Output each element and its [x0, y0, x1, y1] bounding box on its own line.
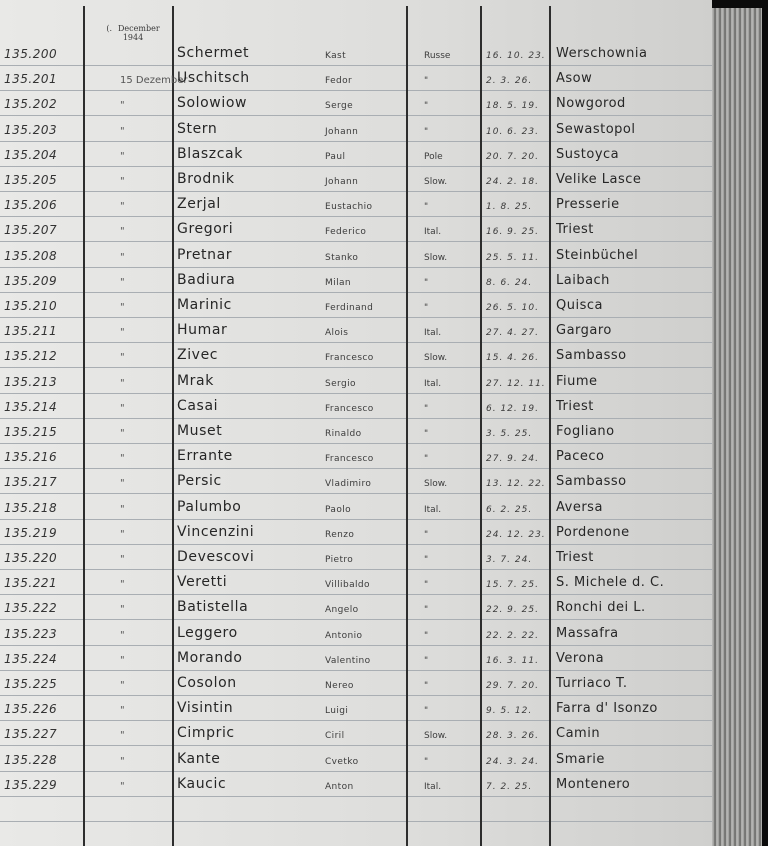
- table-row: [0, 368, 712, 393]
- register-number: 135.219: [4, 526, 58, 540]
- birth-place: Sambasso: [556, 348, 627, 363]
- birth-date: 24. 3. 24.: [486, 757, 539, 767]
- birth-date: 16. 9. 25.: [486, 227, 539, 237]
- last-name: Marinic: [177, 297, 232, 313]
- register-number: 135.215: [4, 425, 58, 439]
- birth-place: Smarie: [556, 752, 605, 767]
- nationality: ": [424, 202, 429, 212]
- birth-date: 1. 8. 25.: [486, 202, 533, 212]
- register-number: 135.218: [4, 501, 58, 515]
- entry-date: ": [120, 705, 125, 716]
- nationality: Slow.: [424, 479, 448, 489]
- first-name: Paolo: [325, 505, 352, 515]
- birth-place: Ronchi dei L.: [556, 600, 646, 615]
- nationality: Ital.: [424, 379, 442, 389]
- last-name: Muset: [177, 423, 223, 439]
- table-row: [0, 40, 712, 65]
- last-name: Badiura: [177, 272, 236, 288]
- birth-place: Camin: [556, 726, 601, 741]
- last-name: Pretnar: [177, 247, 233, 263]
- first-name: Sergio: [325, 379, 356, 389]
- table-row: [0, 519, 712, 544]
- last-name: Batistella: [177, 599, 249, 615]
- first-name: Serge: [325, 101, 354, 111]
- register-number: 135.220: [4, 551, 58, 565]
- nationality: Ital.: [424, 328, 442, 338]
- birth-place: Montenero: [556, 777, 631, 792]
- first-name: Antonio: [325, 631, 363, 641]
- birth-place: Aversa: [556, 500, 603, 515]
- birth-date: 16. 3. 11.: [486, 656, 539, 666]
- register-number: 135.203: [4, 123, 58, 137]
- entry-date: 15 Dezember: [120, 75, 188, 86]
- first-name: Rinaldo: [325, 429, 362, 439]
- birth-place: Werschownia: [556, 46, 648, 61]
- entry-date: ": [120, 126, 125, 137]
- table-row: [0, 317, 712, 342]
- birth-place: Turriaco T.: [556, 676, 628, 691]
- last-name: Mrak: [177, 373, 214, 389]
- nationality: Slow.: [424, 177, 448, 187]
- birth-date: 6. 2. 25.: [486, 505, 533, 515]
- birth-date: 10. 6. 23.: [486, 127, 539, 137]
- last-name: Vincenzini: [177, 524, 255, 540]
- entry-date: ": [120, 680, 125, 691]
- entry-date: ": [120, 781, 125, 792]
- birth-date: 26. 5. 10.: [486, 303, 539, 313]
- nationality: ": [424, 580, 429, 590]
- birth-date: 9. 5. 12.: [486, 706, 533, 716]
- table-row: [0, 443, 712, 468]
- first-name: Paul: [325, 152, 346, 162]
- nationality: ": [424, 404, 429, 414]
- first-name: Luigi: [325, 706, 349, 716]
- first-name: Renzo: [325, 530, 355, 540]
- nationality: ": [424, 555, 429, 565]
- entry-date: ": [120, 403, 125, 414]
- last-name: Humar: [177, 322, 228, 338]
- last-name: Uschitsch: [177, 70, 250, 86]
- header-month: December: [118, 24, 160, 33]
- table-row: [0, 166, 712, 191]
- last-name: Morando: [177, 650, 243, 666]
- last-name: Cosolon: [177, 675, 237, 691]
- birth-place: Steinbüchel: [556, 248, 639, 263]
- nationality: Slow.: [424, 353, 448, 363]
- birth-date: 22. 9. 25.: [486, 605, 539, 615]
- birth-date: 22. 2. 22.: [486, 631, 539, 641]
- register-number: 135.217: [4, 475, 58, 489]
- first-name: Eustachio: [325, 202, 373, 212]
- table-row: [0, 141, 712, 166]
- birth-place: Triest: [556, 399, 594, 414]
- entry-date: ": [120, 100, 125, 111]
- first-name: Johann: [325, 127, 359, 137]
- birth-date: 3. 7. 24.: [486, 555, 533, 565]
- first-name: Johann: [325, 177, 359, 187]
- birth-place: Sambasso: [556, 474, 627, 489]
- nationality: ": [424, 530, 429, 540]
- entry-date: ": [120, 176, 125, 187]
- birth-date: 16. 10. 23.: [486, 51, 546, 61]
- entry-date: ": [120, 756, 125, 767]
- last-name: Devescovi: [177, 549, 255, 565]
- entry-date: ": [120, 226, 125, 237]
- first-name: Angelo: [325, 605, 359, 615]
- birth-place: Laibach: [556, 273, 610, 288]
- last-name: Errante: [177, 448, 233, 464]
- entry-date: ": [120, 252, 125, 263]
- first-name: Pietro: [325, 555, 354, 565]
- birth-place: Triest: [556, 550, 594, 565]
- first-name: Federico: [325, 227, 367, 237]
- entry-date: ": [120, 201, 125, 212]
- entry-date: ": [120, 630, 125, 641]
- entry-date: ": [120, 352, 125, 363]
- birth-date: 27. 12. 11.: [486, 379, 546, 389]
- nationality: Pole: [424, 152, 443, 162]
- first-name: Valentino: [325, 656, 371, 666]
- last-name: Visintin: [177, 700, 234, 716]
- entry-date: ": [120, 151, 125, 162]
- first-name: Alois: [325, 328, 349, 338]
- table-row: [0, 720, 712, 745]
- nationality: ": [424, 101, 429, 111]
- register-number: 135.208: [4, 249, 58, 263]
- last-name: Kaucic: [177, 776, 227, 792]
- register-number: 135.202: [4, 97, 58, 111]
- birth-date: 24. 2. 18.: [486, 177, 539, 187]
- nationality: ": [424, 429, 429, 439]
- header-mark: (.: [106, 24, 113, 33]
- birth-place: Sewastopol: [556, 122, 636, 137]
- table-row: [0, 116, 712, 141]
- entry-date: ": [120, 453, 125, 464]
- table-row: [0, 494, 712, 519]
- table-row: [0, 191, 712, 216]
- first-name: Nereo: [325, 681, 354, 691]
- register-number: 135.212: [4, 349, 58, 363]
- register-number: 135.228: [4, 753, 58, 767]
- register-number: 135.200: [4, 47, 58, 61]
- birth-place: Presserie: [556, 197, 620, 212]
- entry-date: ": [120, 327, 125, 338]
- nationality: Ital.: [424, 227, 442, 237]
- birth-place: Quisca: [556, 298, 603, 313]
- last-name: Stern: [177, 121, 218, 137]
- ruled-line: [0, 821, 712, 822]
- nationality: ": [424, 631, 429, 641]
- birth-date: 24. 12. 23.: [486, 530, 546, 540]
- table-row: [0, 393, 712, 418]
- birth-date: 8. 6. 24.: [486, 278, 533, 288]
- birth-place: Paceco: [556, 449, 605, 464]
- last-name: Zivec: [177, 347, 219, 363]
- register-number: 135.206: [4, 198, 58, 212]
- birth-date: 27. 4. 27.: [486, 328, 539, 338]
- nationality: Slow.: [424, 731, 448, 741]
- last-name: Solowiow: [177, 95, 248, 111]
- table-row: [0, 292, 712, 317]
- first-name: Francesco: [325, 353, 374, 363]
- entry-date: ": [120, 579, 125, 590]
- table-row: [0, 771, 712, 796]
- first-name: Stanko: [325, 253, 359, 263]
- birth-place: Nowgorod: [556, 96, 626, 111]
- register-number: 135.207: [4, 223, 58, 237]
- birth-place: Fogliano: [556, 424, 615, 439]
- entry-date: ": [120, 554, 125, 565]
- table-row: [0, 594, 712, 619]
- ruled-line: [0, 796, 712, 797]
- birth-place: Velike Lasce: [556, 172, 642, 187]
- last-name: Kante: [177, 751, 221, 767]
- entry-date: ": [120, 478, 125, 489]
- birth-date: 6. 12. 19.: [486, 404, 539, 414]
- nationality: ": [424, 706, 429, 716]
- table-row: [0, 544, 712, 569]
- table-row: [0, 569, 712, 594]
- birth-place: Verona: [556, 651, 605, 666]
- first-name: Milan: [325, 278, 351, 288]
- birth-date: 18. 5. 19.: [486, 101, 539, 111]
- register-number: 135.227: [4, 727, 58, 741]
- register-number: 135.201: [4, 72, 58, 86]
- birth-date: 28. 3. 26.: [486, 731, 539, 741]
- birth-place: S. Michele d. C.: [556, 575, 665, 590]
- entry-date: ": [120, 529, 125, 540]
- table-row: [0, 695, 712, 720]
- entry-date: ": [120, 277, 125, 288]
- last-name: Brodnik: [177, 171, 235, 187]
- register-number: 135.225: [4, 677, 58, 691]
- nationality: ": [424, 278, 429, 288]
- first-name: Kast: [325, 51, 347, 61]
- table-row: [0, 468, 712, 493]
- first-name: Vladimiro: [325, 479, 372, 489]
- first-name: Ferdinand: [325, 303, 374, 313]
- nationality: ": [424, 303, 429, 313]
- birth-place: Farra d' Isonzo: [556, 701, 658, 716]
- birth-date: 15. 7. 25.: [486, 580, 539, 590]
- nationality: ": [424, 757, 429, 767]
- register-number: 135.205: [4, 173, 58, 187]
- register-number: 135.213: [4, 375, 58, 389]
- first-name: Cvetko: [325, 757, 359, 767]
- birth-place: Gargaro: [556, 323, 612, 338]
- entry-date: ": [120, 378, 125, 389]
- last-name: Leggero: [177, 625, 238, 641]
- register-number: 135.223: [4, 627, 58, 641]
- nationality: ": [424, 454, 429, 464]
- entry-date: ": [120, 428, 125, 439]
- first-name: Villibaldo: [325, 580, 370, 590]
- register-number: 135.211: [4, 324, 58, 338]
- table-row: [0, 216, 712, 241]
- entry-date: ": [120, 302, 125, 313]
- last-name: Casai: [177, 398, 219, 414]
- entry-date: ": [120, 504, 125, 515]
- last-name: Zerjal: [177, 196, 221, 212]
- register-number: 135.210: [4, 299, 58, 313]
- last-name: Persic: [177, 473, 222, 489]
- table-row: [0, 620, 712, 645]
- birth-place: Asow: [556, 71, 593, 86]
- entry-date: ": [120, 655, 125, 666]
- register-number: 135.214: [4, 400, 58, 414]
- first-name: Ciril: [325, 731, 345, 741]
- nationality: ": [424, 127, 429, 137]
- birth-date: 2. 3. 26.: [486, 76, 533, 86]
- last-name: Cimpric: [177, 725, 235, 741]
- birth-place: Sustoyca: [556, 147, 620, 162]
- first-name: Francesco: [325, 454, 374, 464]
- birth-date: 15. 4. 26.: [486, 353, 539, 363]
- nationality: ": [424, 656, 429, 666]
- entry-date: ": [120, 604, 125, 615]
- table-row: [0, 267, 712, 292]
- register-number: 135.221: [4, 576, 58, 590]
- header-year: 1944: [122, 33, 144, 42]
- birth-place: Triest: [556, 222, 594, 237]
- last-name: Gregori: [177, 221, 234, 237]
- register-number: 135.204: [4, 148, 58, 162]
- last-name: Schermet: [177, 45, 250, 61]
- nationality: ": [424, 681, 429, 691]
- first-name: Francesco: [325, 404, 374, 414]
- birth-date: 7. 2. 25.: [486, 782, 533, 792]
- table-row: [0, 746, 712, 771]
- table-row: [0, 645, 712, 670]
- table-row: [0, 342, 712, 367]
- nationality: ": [424, 605, 429, 615]
- table-row: [0, 418, 712, 443]
- first-name: Fedor: [325, 76, 353, 86]
- last-name: Veretti: [177, 574, 228, 590]
- nationality: Ital.: [424, 505, 442, 515]
- table-row: [0, 670, 712, 695]
- register-number: 135.229: [4, 778, 58, 792]
- nationality: Slow.: [424, 253, 448, 263]
- first-name: Anton: [325, 782, 354, 792]
- register-number: 135.226: [4, 702, 58, 716]
- table-row: [0, 242, 712, 267]
- birth-place: Pordenone: [556, 525, 630, 540]
- birth-place: Massafra: [556, 626, 619, 641]
- last-name: Blaszcak: [177, 146, 243, 162]
- table-row: [0, 65, 712, 90]
- birth-date: 27. 9. 24.: [486, 454, 539, 464]
- nationality: Russe: [424, 51, 451, 61]
- nationality: ": [424, 76, 429, 86]
- register-number: 135.222: [4, 601, 58, 615]
- birth-date: 29. 7. 20.: [486, 681, 539, 691]
- register-number: 135.209: [4, 274, 58, 288]
- register-number: 135.216: [4, 450, 58, 464]
- register-number: 135.224: [4, 652, 58, 666]
- last-name: Palumbo: [177, 499, 242, 515]
- entry-date: ": [120, 730, 125, 741]
- birth-date: 25. 5. 11.: [486, 253, 539, 263]
- birth-place: Fiume: [556, 374, 598, 389]
- book-page-edges: [712, 8, 762, 846]
- nationality: Ital.: [424, 782, 442, 792]
- birth-date: 13. 12. 22.: [486, 479, 546, 489]
- birth-date: 20. 7. 20.: [486, 152, 539, 162]
- birth-date: 3. 5. 25.: [486, 429, 533, 439]
- table-row: [0, 90, 712, 115]
